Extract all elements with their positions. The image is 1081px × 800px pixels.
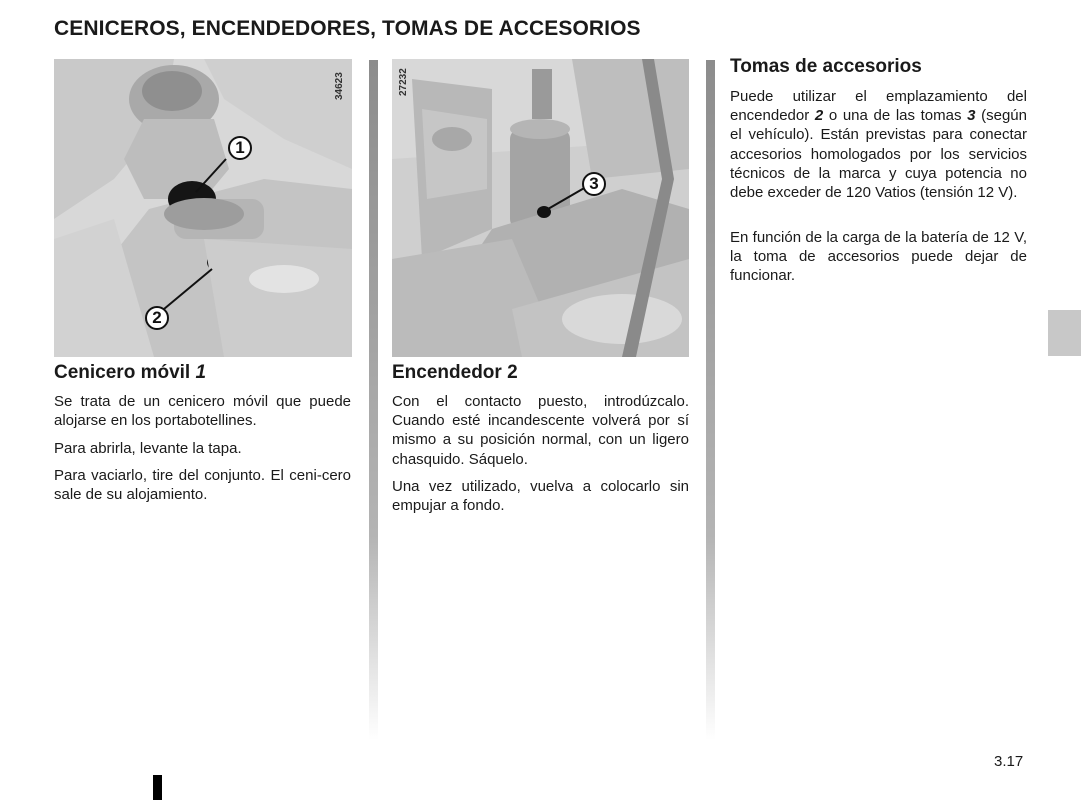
paragraph: Para abrirla, levante la tapa.	[54, 440, 242, 457]
page-number: 3.17	[994, 753, 1024, 770]
chapter-tab-marker	[1048, 310, 1081, 356]
paragraph: En función de la carga de la batería de 12 V, la toma de accesorios puede dejar de funcionar.	[730, 229, 1027, 285]
callout-2: 2	[145, 306, 169, 330]
lighter-photo	[392, 59, 689, 357]
figure-reference: 27232	[398, 68, 409, 96]
section-heading-cenicero: Cenicero móvil 1	[54, 362, 207, 383]
paragraph: Una vez utilizado, vuelva a colocarlo sin empujar a fondo.	[392, 478, 689, 515]
column-divider	[369, 60, 378, 740]
lighter-illustration	[392, 59, 689, 357]
section-heading-tomas: Tomas de accesorios	[730, 56, 922, 77]
paragraph: Con el contacto puesto, introdúzcalo. Cuando esté incandescente volverá por sí mismo a su posición normal, con un ligero chasquido. Sáquelo.	[392, 393, 689, 468]
crop-mark	[153, 775, 162, 800]
callout-3: 3	[582, 172, 606, 196]
paragraph: Se trata de un cenicero móvil que puede alojarse en los portabotellines.	[54, 393, 351, 430]
paragraph: Para vaciarlo, tire del conjunto. El ceni-cero sale de su alojamiento.	[54, 467, 351, 504]
paragraph: Puede utilizar el emplazamiento del encendedor 2 o una de las tomas 3 (según el vehículo). Están previstas para conectar accesorios homologados por los servicios técnicos de la marca y cuya potencia no debe exceder de 120 Vatios (tensión 12 V).	[730, 88, 1027, 202]
section-heading-encendedor: Encendedor 2	[392, 362, 518, 383]
ashtray-illustration	[54, 59, 352, 357]
ashtray-photo	[54, 59, 352, 357]
callout-1: 1	[228, 136, 252, 160]
column-divider	[706, 60, 715, 740]
figure-reference: 34623	[334, 72, 345, 100]
page-title: CENICEROS, ENCENDEDORES, TOMAS DE ACCESORIOS	[54, 17, 641, 40]
